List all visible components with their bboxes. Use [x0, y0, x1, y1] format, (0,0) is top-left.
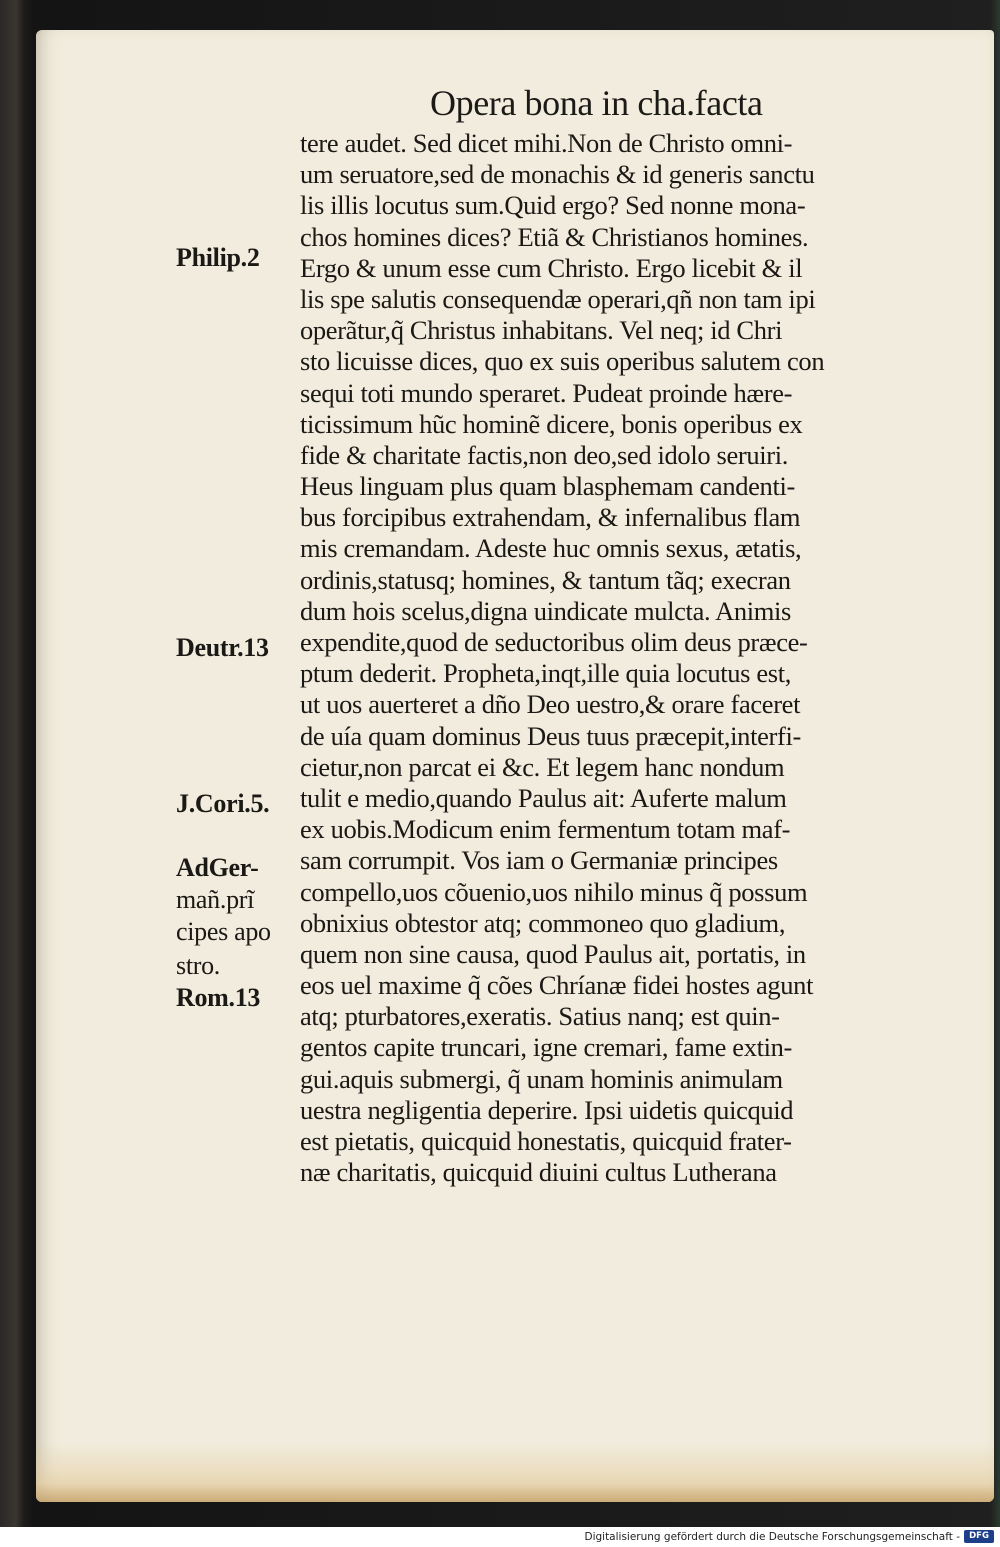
text-line: compello,uos cõuenio,uos nihilo minus q̃ possum [300, 876, 808, 907]
running-head: Opera bona in cha.facta [430, 83, 763, 123]
text-line: ptum dederit. Propheta,inqt,ille quia locutus est, [300, 658, 792, 689]
text-line: tulit e medio,quando Paulus ait: Auferte malum [300, 782, 787, 813]
text-line: obnixius obtestor atq; commoneo quo gladium, [300, 907, 786, 938]
text-line: ordinis,statusq; homines, & tantum tãq; execran [300, 564, 791, 595]
text-line: ticissimum hũc hominẽ dicere, bonis operibus ex [300, 408, 803, 439]
margin-note: Rom.13 [176, 983, 261, 1012]
text-line: sam corrumpit. Vos iam o Germaniæ principes [300, 845, 778, 876]
margin-note: J.Cori.5. [176, 789, 270, 818]
text-line: gui.aquis submergi, q̃ unam hominis animulam [300, 1063, 783, 1094]
margin-note: Deutr.13 [176, 633, 269, 662]
margin-note: mañ.prĩ [176, 885, 255, 914]
text-line: atq; pturbatores,exeratis. Satius nanq; est quin- [300, 1001, 780, 1032]
text-line: lis spe salutis consequendæ operari,qñ non tam ipi [300, 283, 816, 314]
margin-note: stro. [176, 951, 221, 980]
text-line: lis illis locutus sum.Quid ergo? Sed nonne mona- [300, 190, 806, 221]
text-line: chos homines dices? Etiã & Christianos homines. [300, 221, 809, 252]
text-line: de uía quam dominus Deus tuus præcepit,interfi- [300, 720, 801, 751]
text-line: est pietatis, quicquid honestatis, quicquid frater- [300, 1126, 792, 1156]
text-line: quem non sine causa, quod Paulus ait, portatis, in [300, 938, 806, 969]
text-line: næ charitatis, quicquid diuini cultus Lutherana [300, 1157, 777, 1188]
text-line: tere audet. Sed dicet mihi.Non de Christo omni- [300, 128, 793, 158]
text-line: Ergo & unum esse cum Christo. Ergo licebit & il [300, 252, 803, 283]
text-line: cietur,non parcat ei &c. Et legem hanc nondum [300, 751, 785, 782]
dfg-logo: DFG [964, 1530, 994, 1543]
text-line: mis cremandam. Adeste huc omnis sexus, ætatis, [300, 533, 802, 564]
text-line: operãtur,q̃ Christus inhabitans. Vel neq; id Chri [300, 315, 783, 346]
text-line: bus forcipibus extrahendam, & infernalibus flam [300, 502, 801, 533]
margin-note: cipes apo [176, 917, 271, 946]
margin-note: Philip.2 [176, 243, 260, 272]
text-line: Heus linguam plus quam blasphemam candenti- [300, 471, 795, 502]
text-line: gentos capite truncari, igne cremari, fame extin- [300, 1032, 793, 1063]
text-line: uestra negligentia deperire. Ipsi uidetis quicquid [300, 1094, 794, 1125]
text-line: dum hois scelus,digna uindicate mulcta. Animis [300, 595, 792, 626]
margin-note: AdGer- [176, 853, 259, 882]
text-line: sequi toti mundo speraret. Pudeat proinde hære- [300, 377, 793, 408]
body-text [300, 128, 940, 1188]
text-line: expendite,quod de seductoribus olim deus præce- [300, 627, 808, 657]
text-line: sto licuisse dices, quo ex suis operibus salutem con [300, 346, 825, 377]
text-line: eos uel maxime q̃ cões Chríanæ fidei hostes agunt [300, 970, 814, 1001]
text-line: ex uobis.Modicum enim fermentum totam maf- [300, 814, 791, 845]
text-line: fide & charitate factis,non deo,sed idolo seruiri. [300, 439, 789, 470]
text-line: ut uos auerteret a dño Deo uestro,& orare faceret [300, 689, 801, 720]
footer-band [0, 1527, 1000, 1547]
text-line: um seruatore,sed de monachis & id generis sanctu [300, 159, 815, 190]
footer-credit: Digitalisierung gefördert durch die Deutsche Forschungsgemeinschaft - [584, 1531, 960, 1543]
